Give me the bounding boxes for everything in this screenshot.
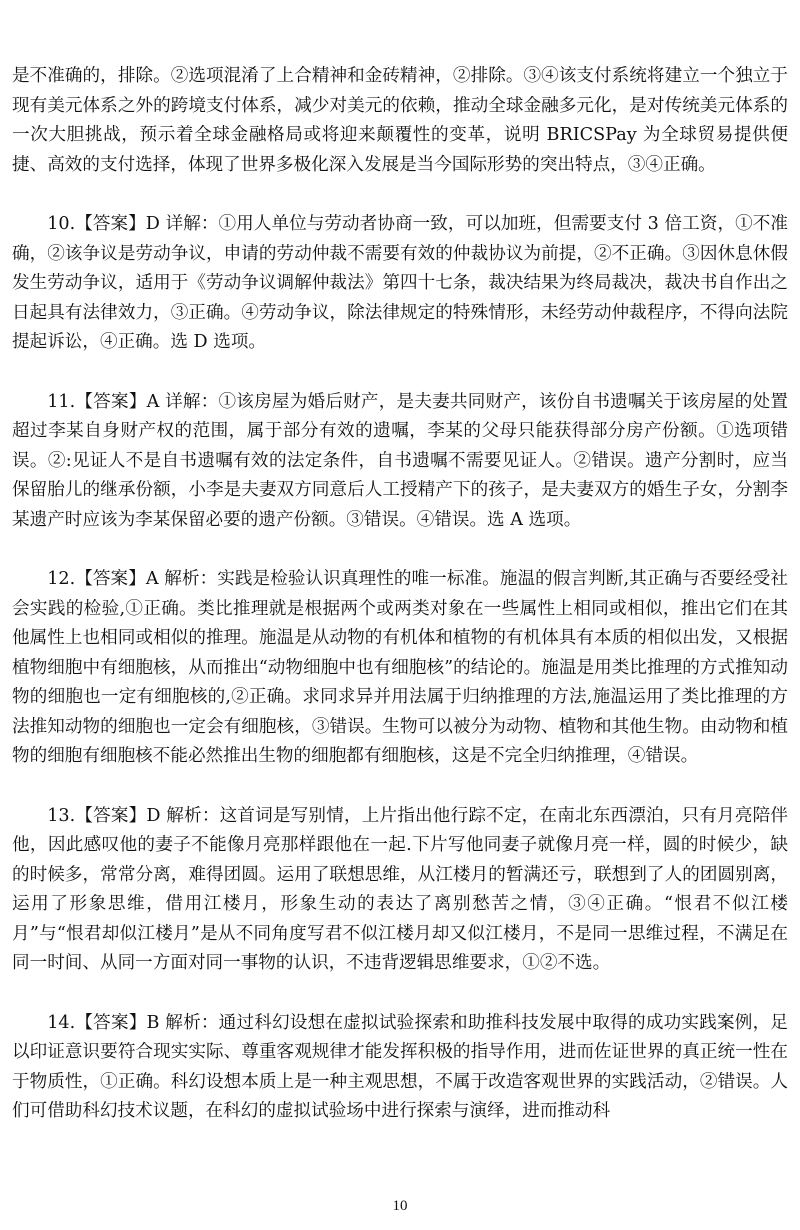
paragraph-continuation: 是不准确的，排除。②选项混淆了上合精神和金砖精神，②排除。③④该支付系统将建立一个独立于现有美元体系之外的跨境支付体系，减少对美元的依赖，推动全球金融多元化，是对传统美元体系的一次大胆挑战，预示着全球金融格局或将迎来颠覆性的变革，说明 BRICSPay 为全球贸易提供便捷、高效的支付选择，体现了世界多极化深入发展是当今国际形势的突出特点，③④正确。 xyxy=(12,66,788,175)
answer-11: 11.【答案】A 详解：①该房屋为婚后财产，是夫妻共同财产，该份自书遗嘱关于该房屋的处置超过李某自身财产权的范围，属于部分有效的遗嘱，李某的父母只能获得部分房产份额。①选项错误。②:见证人不是自书遗嘱有效的法定条件，自书遗嘱不需要见证人。②错误。遗产分割时，应当保留胎儿的继承份额，小李是夫妻双方同意后人工授精产下的孩子，是夫妻双方的婚生子女，分割李某遗产时应该为李某保留必要的遗产份额。③错误。④错误。选 A 选项。 xyxy=(12,391,788,530)
answer-14: 14.【答案】B 解析：通过科幻设想在虚拟试验探索和助推科技发展中取得的成功实践案例，足以印证意识要符合现实实际、尊重客观规律才能发挥积极的指导作用，进而佐证世界的真正统一性在于物质性，①正确。科幻设想本质上是一种主观思想，不属于改造客观世界的实践活动，②错误。人们可借助科幻技术议题，在科幻的虚拟试验场中进行探索与演绎，进而推动科 xyxy=(12,1012,788,1121)
answer-12: 12.【答案】A 解析：实践是检验认识真理性的唯一标准。施温的假言判断,其正确与否要经受社会实践的检验,①正确。类比推理就是根据两个或两类对象在一些属性上相同或相似，推出它们在其他属性上也相同或相似的推理。施温是从动物的有机体和植物的有机体具有本质的相似出发，又根据植物细胞中有细胞核，从而推出“动物细胞中也有细胞核”的结论的。施温是用类比推理的方式推知动物的细胞也一定有细胞核的,②正确。求同求异并用法属于归纳推理的方法,施温运用了类比推理的方法推知动物的细胞也一定会有细胞核，③错误。生物可以被分为动物、植物和其他生物。由动物和植物的细胞有细胞核不能必然推出生物的细胞都有细胞核，这是不完全归纳推理，④错误。 xyxy=(12,569,788,766)
answer-13: 13.【答案】D 解析：这首词是写别情，上片指出他行踪不定，在南北东西漂泊，只有月亮陪伴他，因此感叹他的妻子不能像月亮那样跟他在一起.下片写他同妻子就像月亮一样，圆的时候少，缺的时候多，常常分离，难得团圆。运用了联想思维，从江楼月的暂满还亏，联想到了人的团圆别离，运用了形象思维，借用江楼月，形象生动的表达了离别愁苦之情，③④正确。“恨君不似江楼月”与“恨君却似江楼月”是从不同角度写君不似江楼月却又似江楼月，不是同一思维过程，不满足在同一时间、从同一方面对同一事物的认识，不违背逻辑思维要求，①②不选。 xyxy=(12,805,788,973)
page-number: 10 xyxy=(392,1198,408,1214)
answer-explanations xyxy=(12,62,788,1157)
answer-10: 10.【答案】D 详解：①用人单位与劳动者协商一致，可以加班，但需要支付 3 倍工资，①不准确，②该争议是劳动争议，申请的劳动仲裁不需要有效的仲裁协议为前提，②不正确。③因休息休假发生劳动争议，适用于《劳动争议调解仲裁法》第四十七条，裁决结果为终局裁决，裁决书自作出之日起具有法律效力，③正确。④劳动争议，除法律规定的特殊情形，未经劳动仲裁程序，不得向法院提起诉讼，④正确。选 D 选项。 xyxy=(12,214,788,352)
